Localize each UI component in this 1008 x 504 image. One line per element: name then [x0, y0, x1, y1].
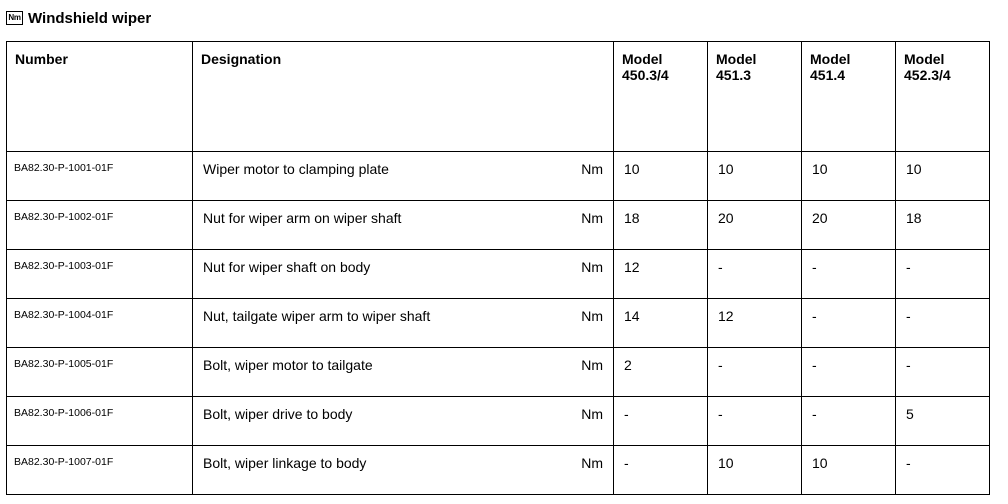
- header-model-450: Model 450.3/4: [614, 42, 708, 152]
- row-unit: Nm: [581, 161, 603, 177]
- row-unit: Nm: [581, 308, 603, 324]
- header-model-452: Model 452.3/4: [896, 42, 990, 152]
- row-designation: Bolt, wiper motor to tailgate: [203, 357, 373, 373]
- value-model-451-3: 12: [718, 308, 734, 324]
- value-model-452: -: [906, 259, 911, 275]
- value-model-450: 2: [624, 357, 632, 373]
- row-designation: Nut for wiper shaft on body: [203, 259, 371, 275]
- table-row: [7, 446, 990, 495]
- row-designation: Wiper motor to clamping plate: [203, 161, 389, 177]
- row-unit: Nm: [581, 406, 603, 422]
- value-model-451-4: 20: [812, 210, 828, 226]
- row-designation: Bolt, wiper linkage to body: [203, 455, 367, 471]
- row-unit: Nm: [581, 357, 603, 373]
- table-row: [7, 299, 990, 348]
- header-number: Number: [7, 42, 193, 152]
- value-model-451-3: 20: [718, 210, 734, 226]
- value-model-452: 5: [906, 406, 914, 422]
- page-header: [6, 7, 151, 29]
- value-model-451-3: -: [718, 357, 723, 373]
- row-designation: Bolt, wiper drive to body: [203, 406, 353, 422]
- value-model-452: -: [906, 455, 911, 471]
- torque-spec-table: [6, 41, 990, 495]
- header-designation: Designation: [193, 42, 614, 152]
- table-header-row: [7, 42, 990, 152]
- table-row: [7, 152, 990, 201]
- value-model-451-3: 10: [718, 455, 734, 471]
- value-model-450: -: [624, 455, 629, 471]
- value-model-451-4: -: [812, 357, 817, 373]
- row-number-link[interactable]: BA82.30-P-1004-01F: [14, 309, 114, 321]
- value-model-452: -: [906, 357, 911, 373]
- table-row: [7, 348, 990, 397]
- row-unit: Nm: [581, 455, 603, 471]
- value-model-451-4: -: [812, 259, 817, 275]
- value-model-452: 10: [906, 161, 922, 177]
- row-number-link[interactable]: BA82.30-P-1003-01F: [14, 260, 114, 272]
- table-row: [7, 201, 990, 250]
- value-model-450: 12: [624, 259, 640, 275]
- value-model-451-4: 10: [812, 455, 828, 471]
- table-row: [7, 397, 990, 446]
- value-model-452: 18: [906, 210, 922, 226]
- table-row: [7, 250, 990, 299]
- row-unit: Nm: [581, 210, 603, 226]
- row-number-link[interactable]: BA82.30-P-1007-01F: [14, 456, 114, 468]
- row-unit: Nm: [581, 259, 603, 275]
- row-number-link[interactable]: BA82.30-P-1002-01F: [14, 211, 114, 223]
- row-number-link[interactable]: BA82.30-P-1005-01F: [14, 358, 114, 370]
- row-number-link[interactable]: BA82.30-P-1006-01F: [14, 407, 114, 419]
- torque-nm-icon: Nm: [6, 11, 23, 25]
- row-number-link[interactable]: BA82.30-P-1001-01F: [14, 162, 114, 174]
- value-model-450: 14: [624, 308, 640, 324]
- page-title: Windshield wiper: [28, 9, 152, 27]
- row-designation: Nut, tailgate wiper arm to wiper shaft: [203, 308, 431, 324]
- value-model-451-3: -: [718, 406, 723, 422]
- value-model-451-3: -: [718, 259, 723, 275]
- value-model-452: -: [906, 308, 911, 324]
- value-model-450: 10: [624, 161, 640, 177]
- header-model-451-4: Model 451.4: [802, 42, 896, 152]
- value-model-451-4: 10: [812, 161, 828, 177]
- value-model-450: -: [624, 406, 629, 422]
- value-model-451-4: -: [812, 406, 817, 422]
- value-model-450: 18: [624, 210, 640, 226]
- value-model-451-4: -: [812, 308, 817, 324]
- header-model-451-3: Model 451.3: [708, 42, 802, 152]
- value-model-451-3: 10: [718, 161, 734, 177]
- row-designation: Nut for wiper arm on wiper shaft: [203, 210, 402, 226]
